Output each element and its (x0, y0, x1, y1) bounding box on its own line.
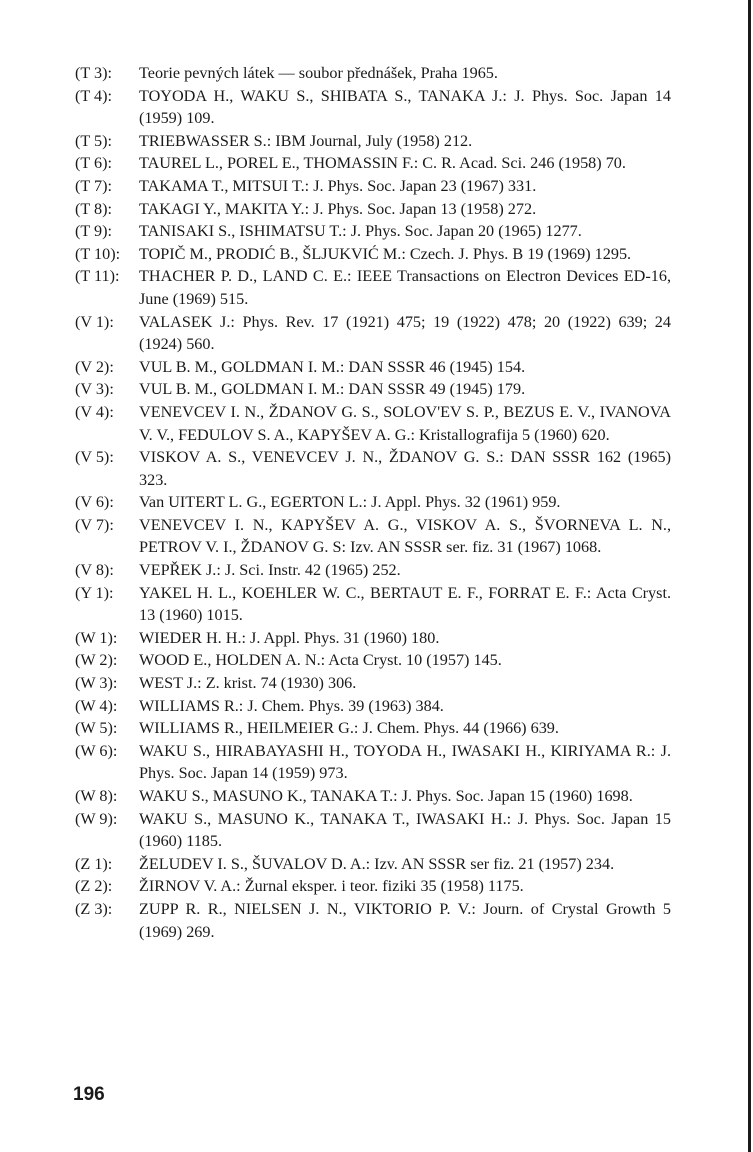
reference-entry (75, 853, 671, 876)
reference-text: ŽIRNOV V. A.: Žurnal eksper. i teor. fiziki 35 (1958) 1175. (139, 877, 524, 896)
reference-tag: (W 5): (75, 719, 118, 738)
reference-entry (75, 311, 671, 356)
reference-tag: (W 6): (75, 741, 118, 760)
reference-entry (75, 898, 671, 943)
reference-text: THACHER P. D., LAND C. E.: IEEE Transactions on Electron Devices ED-16, June (1969) 515. (139, 267, 671, 308)
reference-entry (75, 152, 671, 175)
reference-entry (75, 514, 671, 559)
reference-tag: (W 2): (75, 651, 118, 670)
page-edge (748, 0, 751, 1152)
reference-text: VISKOV A. S., VENEVCEV J. N., ŽDANOV G. S.: DAN SSSR 162 (1965) 323. (139, 448, 671, 489)
reference-tag: (T 9): (75, 222, 113, 241)
reference-tag: (W 9): (75, 809, 118, 828)
reference-entry (75, 243, 671, 266)
reference-entry (75, 401, 671, 446)
reference-entry (75, 491, 671, 514)
reference-text: VUL B. M., GOLDMAN I. M.: DAN SSSR 46 (1945) 154. (139, 357, 526, 376)
reference-entry (75, 785, 671, 808)
reference-tag: (W 1): (75, 628, 118, 647)
reference-entry (75, 649, 671, 672)
reference-tag: (Z 1): (75, 854, 113, 873)
reference-text: TANISAKI S., ISHIMATSU T.: J. Phys. Soc. Japan 20 (1965) 1277. (139, 222, 582, 241)
reference-tag: (T 6): (75, 154, 113, 173)
reference-text: TOYODA H., WAKU S., SHIBATA S., TANAKA J.: J. Phys. Soc. Japan 14 (1959) 109. (139, 86, 671, 128)
reference-text: VALASEK J.: Phys. Rev. 17 (1921) 475; 19 (1922) 478; 20 (1922) 639; 24 (1924) 560. (139, 312, 671, 354)
reference-tag: (V 6): (75, 493, 114, 512)
reference-tag: (V 7): (75, 515, 114, 534)
reference-text: WAKU S., MASUNO K., TANAKA T., IWASAKI H.: J. Phys. Soc. Japan 15 (1960) 1185. (139, 809, 671, 851)
reference-entry (75, 175, 671, 198)
reference-entry (75, 582, 671, 627)
reference-tag: (T 5): (75, 131, 113, 150)
reference-tag: (W 3): (75, 674, 118, 693)
reference-text: WIEDER H. H.: J. Appl. Phys. 31 (1960) 180. (139, 628, 440, 647)
reference-text: VEPŘEK J.: J. Sci. Instr. 42 (1965) 252. (139, 561, 401, 580)
reference-tag: (W 8): (75, 787, 118, 805)
reference-text: WEST J.: Z. krist. 74 (1930) 306. (139, 674, 357, 693)
reference-entry (75, 265, 671, 310)
reference-tag: (V 5): (75, 448, 114, 467)
reference-entry (75, 875, 671, 898)
reference-entry (75, 695, 671, 718)
reference-text: VENEVCEV I. N., KAPYŠEV A. G., VISKOV A. S., ŠVORNEVA L. N., PETROV V. I., ŽDANOV G. S: Izv. AN SSSR ser. fiz. 31 (1967) 1068. (139, 515, 671, 557)
reference-entry (75, 220, 671, 243)
reference-entry (75, 85, 671, 130)
reference-tag: (Y 1): (75, 583, 114, 602)
reference-entry (75, 559, 671, 582)
reference-entry (75, 130, 671, 153)
reference-tag: (T 10): (75, 244, 121, 263)
reference-tag: (Z 3): (75, 899, 113, 918)
reference-tag: (T 11): (75, 267, 120, 286)
reference-entry (75, 627, 671, 650)
reference-entry (75, 62, 671, 85)
reference-entry (75, 672, 671, 695)
reference-entry (75, 446, 671, 491)
reference-tag: (T 8): (75, 199, 113, 218)
reference-tag: (W 4): (75, 696, 118, 715)
reference-text: VENEVCEV I. N., ŽDANOV G. S., SOLOV'EV S. P., BEZUS E. V., IVANOVA V. V., FEDULOV S. A., KAPYŠEV A. G.: Kristallografija 5 (1960) 620. (139, 402, 671, 444)
reference-text: WOOD E., HOLDEN A. N.: Acta Cryst. 10 (1957) 145. (139, 651, 502, 670)
reference-text: TAKAMA T., MITSUI T.: J. Phys. Soc. Japan 23 (1967) 331. (139, 176, 537, 195)
reference-text: TAKAGI Y., MAKITA Y.: J. Phys. Soc. Japan 13 (1958) 272. (139, 199, 537, 218)
page-number: 196 (73, 1084, 105, 1105)
reference-text: TAUREL L., POREL E., THOMASSIN F.: C. R. Acad. Sci. 246 (1958) 70. (139, 154, 626, 173)
reference-text: ŽELUDEV I. S., ŠUVALOV D. A.: Izv. AN SSSR ser fiz. 21 (1957) 234. (139, 854, 615, 873)
reference-text: YAKEL H. L., KOEHLER W. C., BERTAUT E. F., FORRAT E. F.: Acta Cryst. 13 (1960) 1015. (139, 583, 671, 625)
reference-entry (75, 717, 671, 740)
reference-list (75, 62, 671, 943)
reference-tag: (V 4): (75, 402, 114, 421)
reference-tag: (T 4): (75, 86, 113, 105)
reference-entry (75, 356, 671, 379)
reference-text: WAKU S., HIRABAYASHI H., TOYODA H., IWASAKI H., KIRIYAMA R.: J. Phys. Soc. Japan 14 (1959) 973. (139, 741, 671, 783)
reference-tag: (V 8): (75, 561, 114, 580)
reference-entry (75, 198, 671, 221)
reference-text: VUL B. M., GOLDMAN I. M.: DAN SSSR 49 (1945) 179. (139, 380, 526, 399)
reference-entry (75, 808, 671, 853)
reference-text: Van UITERT L. G., EGERTON L.: J. Appl. Phys. 32 (1961) 959. (139, 493, 561, 512)
reference-text: WILLIAMS R.: J. Chem. Phys. 39 (1963) 384. (139, 696, 444, 715)
reference-tag: (T 3): (75, 64, 113, 82)
reference-tag: (V 1): (75, 312, 114, 331)
reference-text: ZUPP R. R., NIELSEN J. N., VIKTORIO P. V.: Journ. of Crystal Growth 5 (1969) 269. (139, 899, 671, 941)
reference-text: WILLIAMS R., HEILMEIER G.: J. Chem. Phys. 44 (1966) 639. (139, 719, 559, 738)
reference-tag: (T 7): (75, 176, 113, 195)
reference-text: Teorie pevných látek — soubor přednášek, Praha 1965. (139, 64, 498, 82)
reference-text: WAKU S., MASUNO K., TANAKA T.: J. Phys. Soc. Japan 15 (1960) 1698. (139, 787, 633, 805)
reference-tag: (V 2): (75, 357, 114, 376)
reference-tag: (V 3): (75, 380, 114, 399)
reference-entry (75, 740, 671, 785)
reference-tag: (Z 2): (75, 877, 113, 896)
reference-text: TOPIČ M., PRODIĆ B., ŠLJUKVIĆ M.: Czech. J. Phys. B 19 (1969) 1295. (139, 244, 632, 263)
reference-text: TRIEBWASSER S.: IBM Journal, July (1958) 212. (139, 131, 473, 150)
reference-entry (75, 378, 671, 401)
